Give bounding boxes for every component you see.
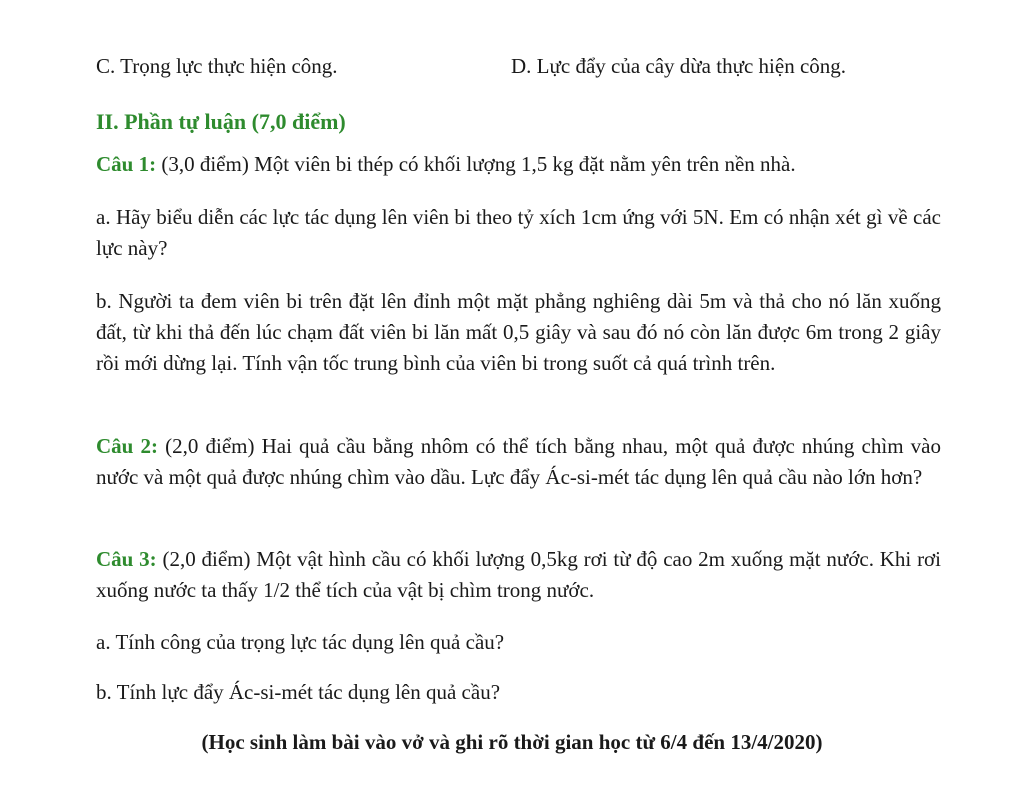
question-2-text: (2,0 điểm) Hai quả cầu bằng nhôm có thể tích bằng nhau, một quả được nhúng chìm vào nước và một quả được nhúng chìm vào dầu. Lực đẩy Ác-si-mét tác dụng lên quả cầu nào lớn hơn? xyxy=(96,434,941,489)
section-title: II. Phần tự luận (7,0 điểm) xyxy=(96,109,346,134)
footer-note: (Học sinh làm bài vào vở và ghi rõ thời gian học từ 6/4 đến 13/4/2020) xyxy=(201,730,823,754)
question-3-label: Câu 3: xyxy=(96,547,157,571)
question-3-part-b: b. Tính lực đẩy Ác-si-mét tác dụng lên quả cầu? xyxy=(96,680,501,704)
question-3-part-a: a. Tính công của trọng lực tác dụng lên quả cầu? xyxy=(96,630,505,654)
option-d: D. Lực đẩy của cây dừa thực hiện công. xyxy=(511,54,847,78)
question-1-part-a: a. Hãy biểu diễn các lực tác dụng lên viên bi theo tỷ xích 1cm ứng với 5N. Em có nhận xét gì về các lực này? xyxy=(96,205,941,260)
question-3-text: (2,0 điểm) Một vật hình cầu có khối lượng 0,5kg rơi từ độ cao 2m xuống mặt nước. Khi rơi xuống nước ta thấy 1/2 thể tích của vật bị chìm trong nước. xyxy=(96,547,941,602)
question-2 xyxy=(96,431,941,493)
option-c: C. Trọng lực thực hiện công. xyxy=(96,54,338,78)
question-1-part-b: b. Người ta đem viên bi trên đặt lên đỉnh một mặt phẳng nghiêng dài 5m và thả cho nó lăn xuống đất, từ khi thả đến lúc chạm đất viên bi lăn mất 0,5 giây và sau đó nó còn lăn được 6m trong 2 giây rồi mới dừng lại. Tính vận tốc trung bình của viên bi trong suốt cả quá trình trên. xyxy=(96,289,941,375)
question-2-label: Câu 2: xyxy=(96,434,158,458)
question-1-label: Câu 1: xyxy=(96,152,157,176)
question-3 xyxy=(96,544,941,606)
question-1 xyxy=(96,149,941,180)
question-1-text: (3,0 điểm) Một viên bi thép có khối lượng 1,5 kg đặt nằm yên trên nền nhà. xyxy=(156,152,796,176)
